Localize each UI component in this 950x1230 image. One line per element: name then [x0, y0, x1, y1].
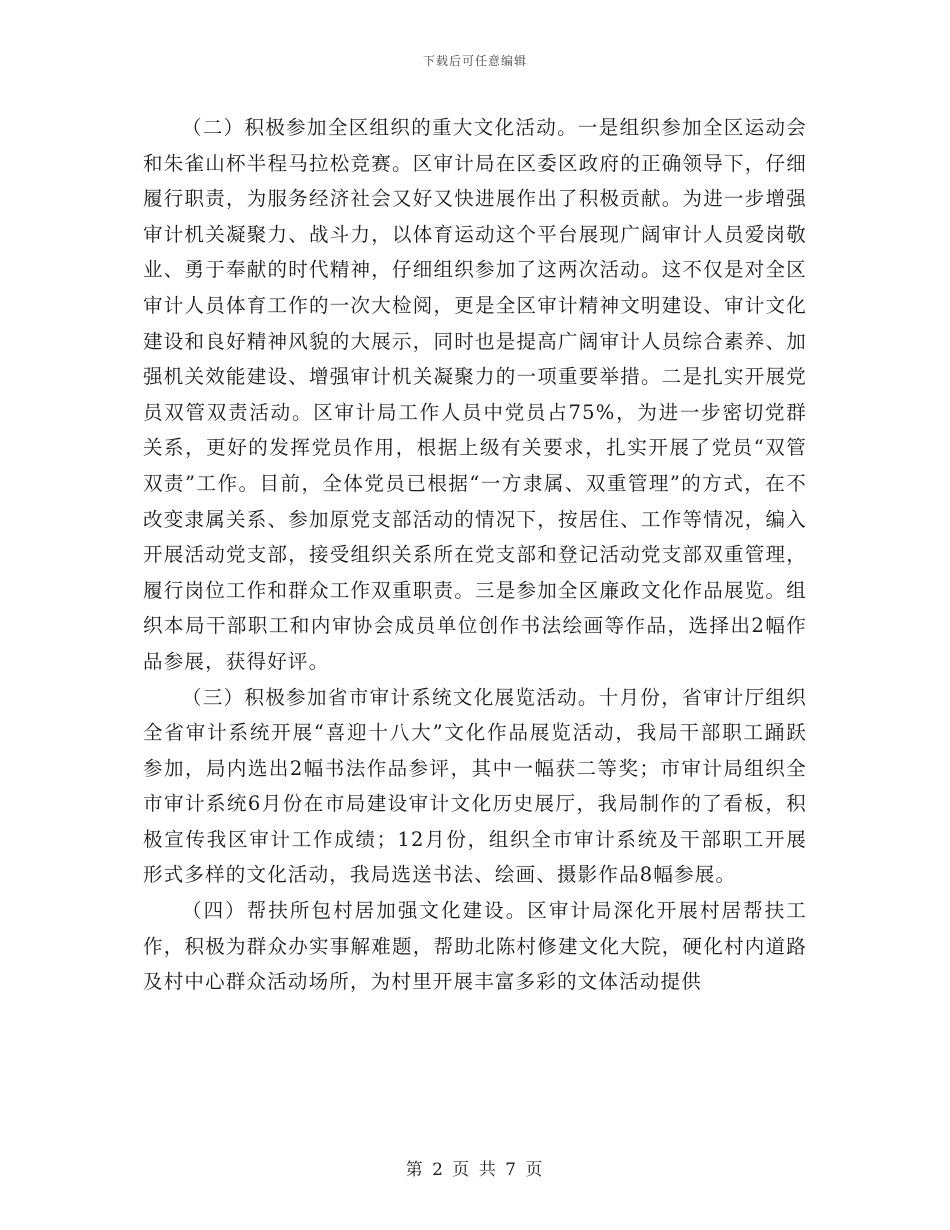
- page-header: 下载后可任意编辑: [422, 54, 527, 68]
- document-body: [143, 110, 807, 1000]
- paragraph-section-2: （二）积极参加全区组织的重大文化活动。一是组织参加全区运动会和朱雀山杯半程马拉松竞赛。区审计局在区委区政府的正确领导下，仔细履行职责，为服务经济社会又好又快进展作出了积极贡献。为进一步增强审计机关凝聚力、战斗力，以体育运动这个平台展现广阔审计人员爱岗敬业、勇于奉献的时代精神，仔细组织参加了这两次活动。这不仅是对全区审计人员体育工作的一次大检阅，更是全区审计精神文明建设、审计文化建设和良好精神风貌的大展示，同时也是提高广阔审计人员综合素养、加强机关效能建设、增强审计机关凝聚力的一项重要举措。二是扎实开展党员双管双责活动。区审计局工作人员中党员占75%，为进一步密切党群关系，更好的发挥党员作用，根据上级有关要求，扎实开展了党员“双管双责”工作。目前，全体党员已根据“一方隶属、双重管理”的方式，在不改变隶属关系、参加原党支部活动的情况下，按居住、工作等情况，编入开展活动党支部，接受组织关系所在党支部和登记活动党支部双重管理，履行岗位工作和群众工作双重职责。三是参加全区廉政文化作品展览。组织本局干部职工和内审协会成员单位创作书法绘画等作品，选择出2幅作品参展，获得好评。: [143, 116, 807, 673]
- paragraph-section-3: （三）积极参加省市审计系统文化展览活动。十月份，省审计厅组织全省审计系统开展“喜迎十八大”文化作品展览活动，我局干部职工踊跃参加，局内选出2幅书法作品参评，其中一幅获二等奖；市审计局组织全市审计系统6月份在市局建设审计文化历史展厅，我局制作的了看板，积极宣传我区审计工作成绩；12月份，组织全市审计系统及干部职工开展形式多样的文化活动，我局选送书法、绘画、摄影作品8幅参展。: [143, 685, 807, 887]
- paragraph-section-4: （四）帮扶所包村居加强文化建设。区审计局深化开展村居帮扶工作，积极为群众办实事解难题，帮助北陈村修建文化大院，硬化村内道路及村中心群众活动场所，为村里开展丰富多彩的文体活动提供: [143, 899, 807, 994]
- page-number-footer: 第 2 页 共 7 页: [405, 1160, 545, 1180]
